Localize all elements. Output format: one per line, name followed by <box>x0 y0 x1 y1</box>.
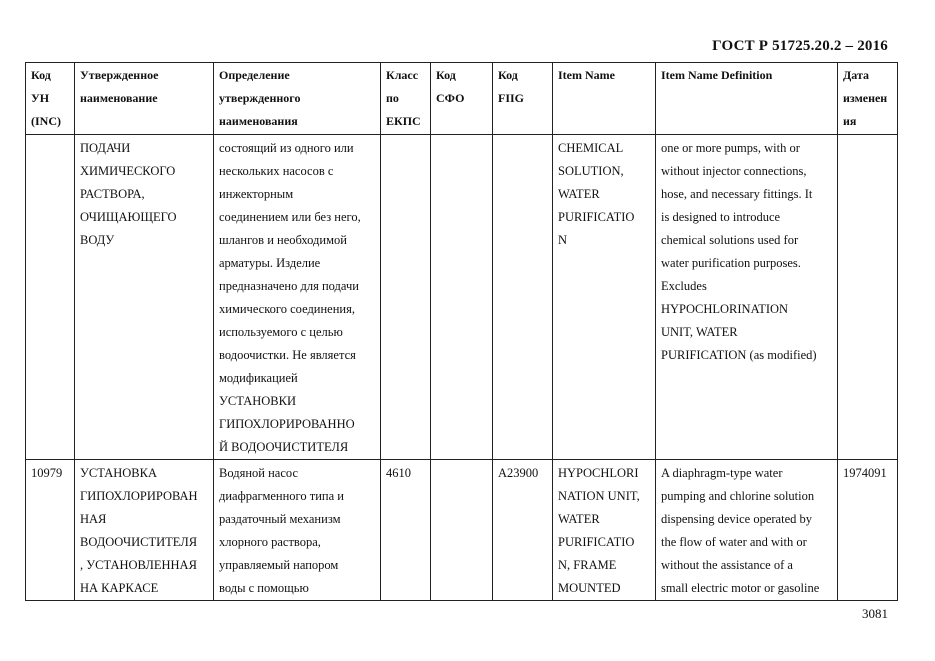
cell-text-line: состоящий из одного или <box>219 141 354 155</box>
cell-text-line: Код <box>498 68 518 82</box>
cell-text-line: РАСТВОРА, <box>80 187 145 201</box>
cell-text-line: 1974091 <box>843 466 887 480</box>
cell-sfo-code <box>431 460 493 601</box>
cell-fiig-code <box>493 135 553 460</box>
cell-name-definition <box>214 135 381 460</box>
cell-text-line: наименование <box>80 91 158 105</box>
cell-text-line: нескольких насосов с <box>219 164 334 178</box>
cell-approved-name <box>75 135 214 460</box>
cell-text-line: chemical solutions used for <box>661 233 799 247</box>
cell-text-line: Код <box>31 68 51 82</box>
col-change-date <box>838 63 898 135</box>
cell-text-line: НА КАРКАСЕ <box>80 581 159 595</box>
cell-text-line: утвержденного <box>219 91 301 105</box>
cell-text-line: SOLUTION, <box>558 164 624 178</box>
cell-text-line: используемого с целью <box>219 325 343 339</box>
cell-text-line: pumping and chlorine solution <box>661 489 815 503</box>
cell-text-line: is designed to introduce <box>661 210 781 224</box>
cell-text-line: PURIFICATIO <box>558 535 635 549</box>
col-name-definition <box>214 63 381 135</box>
cell-text-line: ВОДООЧИСТИТЕЛЯ <box>80 535 198 549</box>
cell-text-line: MOUNTED <box>558 581 621 595</box>
cell-text-line: хлорного раствора, <box>219 535 321 549</box>
cell-text-line: NATION UNIT, <box>558 489 640 503</box>
cell-text-line: СФО <box>436 91 465 105</box>
cell-sfo-code <box>431 135 493 460</box>
cell-text-line: the flow of water and with or <box>661 535 807 549</box>
col-item-name <box>553 63 656 135</box>
cell-text-line: FIIG <box>498 91 525 105</box>
cell-text-line: инжекторным <box>219 187 294 201</box>
table-row <box>26 135 898 460</box>
cell-text-line: water purification purposes. <box>661 256 801 270</box>
cell-text-line: hose, and necessary fittings. It <box>661 187 813 201</box>
cell-text-line: УСТАНОВКА <box>80 466 157 480</box>
cell-text-line: , УСТАНОВЛЕННАЯ <box>80 558 197 572</box>
cell-text-line: Item Name <box>558 68 615 82</box>
cell-text-line: Водяной насос <box>219 466 298 480</box>
cell-item-name <box>553 460 656 601</box>
cell-text-line: УН <box>31 91 50 105</box>
cell-text-line: химического соединения, <box>219 302 355 316</box>
cell-text-line: Дата <box>843 68 869 82</box>
cell-text-line: N <box>558 233 568 247</box>
cell-text-line: НАЯ <box>80 512 107 526</box>
cell-text-line: предназначено для подачи <box>219 279 359 293</box>
document-code-header: ГОСТ Р 51725.20.2 – 2016 <box>712 38 888 54</box>
cell-inc-code <box>26 135 75 460</box>
cell-text-line: without injector connections, <box>661 164 807 178</box>
cell-text-line: ГИПОХЛОРИРОВАННО <box>219 417 355 431</box>
col-fiig-code <box>493 63 553 135</box>
cell-text-line: воды с помощью <box>219 581 309 595</box>
cell-text-line: раздаточный механизм <box>219 512 341 526</box>
cell-ekps-class <box>381 135 431 460</box>
cell-text-line: ХИМИЧЕСКОГО <box>80 164 176 178</box>
cell-text-line: Excludes <box>661 279 707 293</box>
cell-text-line: one or more pumps, with or <box>661 141 800 155</box>
page-number: 3081 <box>862 606 888 621</box>
cell-item-name-definition <box>656 135 838 460</box>
cell-inc-code <box>26 460 75 601</box>
cell-text-line: изменен <box>843 91 888 105</box>
cell-text-line: арматуры. Изделие <box>219 256 321 270</box>
cell-text-line: HYPOCHLORI <box>558 466 639 480</box>
cell-approved-name <box>75 460 214 601</box>
cell-item-name <box>553 135 656 460</box>
cell-text-line: PURIFICATION (as modified) <box>661 348 817 362</box>
cell-text-line: Item Name Definition <box>661 68 773 82</box>
cell-text-line: водоочистки. Не является <box>219 348 356 362</box>
cell-text-line: N, FRAME <box>558 558 617 572</box>
cell-text-line: соединением или без него, <box>219 210 361 224</box>
cell-text-line: A23900 <box>498 466 539 480</box>
cell-text-line: WATER <box>558 187 600 201</box>
cell-text-line: 4610 <box>386 466 411 480</box>
cell-text-line: PURIFICATIO <box>558 210 635 224</box>
cell-text-line: HYPOCHLORINATION <box>661 302 789 316</box>
col-sfo-code <box>431 63 493 135</box>
cell-text-line: ВОДУ <box>80 233 115 247</box>
cell-ekps-class <box>381 460 431 601</box>
cell-name-definition <box>214 460 381 601</box>
col-approved-name <box>75 63 214 135</box>
cell-text-line: small electric motor or gasoline <box>661 581 820 595</box>
cell-text-line: Й ВОДООЧИСТИТЕЛЯ <box>219 440 349 454</box>
cell-text-line: Код <box>436 68 456 82</box>
cell-text-line: WATER <box>558 512 600 526</box>
cell-text-line: (INC) <box>31 114 61 128</box>
catalog-table <box>25 62 898 601</box>
cell-change-date <box>838 135 898 460</box>
cell-text-line: ОЧИЩАЮЩЕГО <box>80 210 177 224</box>
cell-change-date <box>838 460 898 601</box>
cell-text-line: dispensing device operated by <box>661 512 812 526</box>
cell-text-line: CHEMICAL <box>558 141 624 155</box>
cell-text-line: UNIT, WATER <box>661 325 738 339</box>
cell-text-line: модификацией <box>219 371 298 385</box>
col-ekps-class <box>381 63 431 135</box>
cell-text-line: ГИПОХЛОРИРОВАН <box>80 489 198 503</box>
col-inc-code <box>26 63 75 135</box>
cell-text-line: наименования <box>219 114 298 128</box>
cell-text-line: шлангов и необходимой <box>219 233 347 247</box>
cell-text-line: Определение <box>219 68 290 82</box>
cell-item-name-definition <box>656 460 838 601</box>
cell-text-line: управляемый напором <box>219 558 339 572</box>
cell-text-line: ЕКПС <box>386 114 421 128</box>
cell-text-line: диафрагменного типа и <box>219 489 344 503</box>
cell-text-line: A diaphragm-type water <box>661 466 783 480</box>
cell-text-line: 10979 <box>31 466 63 480</box>
table-row <box>26 460 898 601</box>
table-header-row <box>26 63 898 135</box>
cell-text-line: Класс <box>386 68 419 82</box>
cell-text-line: по <box>386 91 399 105</box>
cell-text-line: ия <box>843 114 857 128</box>
col-item-name-definition <box>656 63 838 135</box>
cell-text-line: without the assistance of a <box>661 558 793 572</box>
cell-fiig-code <box>493 460 553 601</box>
cell-text-line: УСТАНОВКИ <box>219 394 296 408</box>
cell-text-line: Утвержденное <box>80 68 159 82</box>
cell-text-line: ПОДАЧИ <box>80 141 131 155</box>
